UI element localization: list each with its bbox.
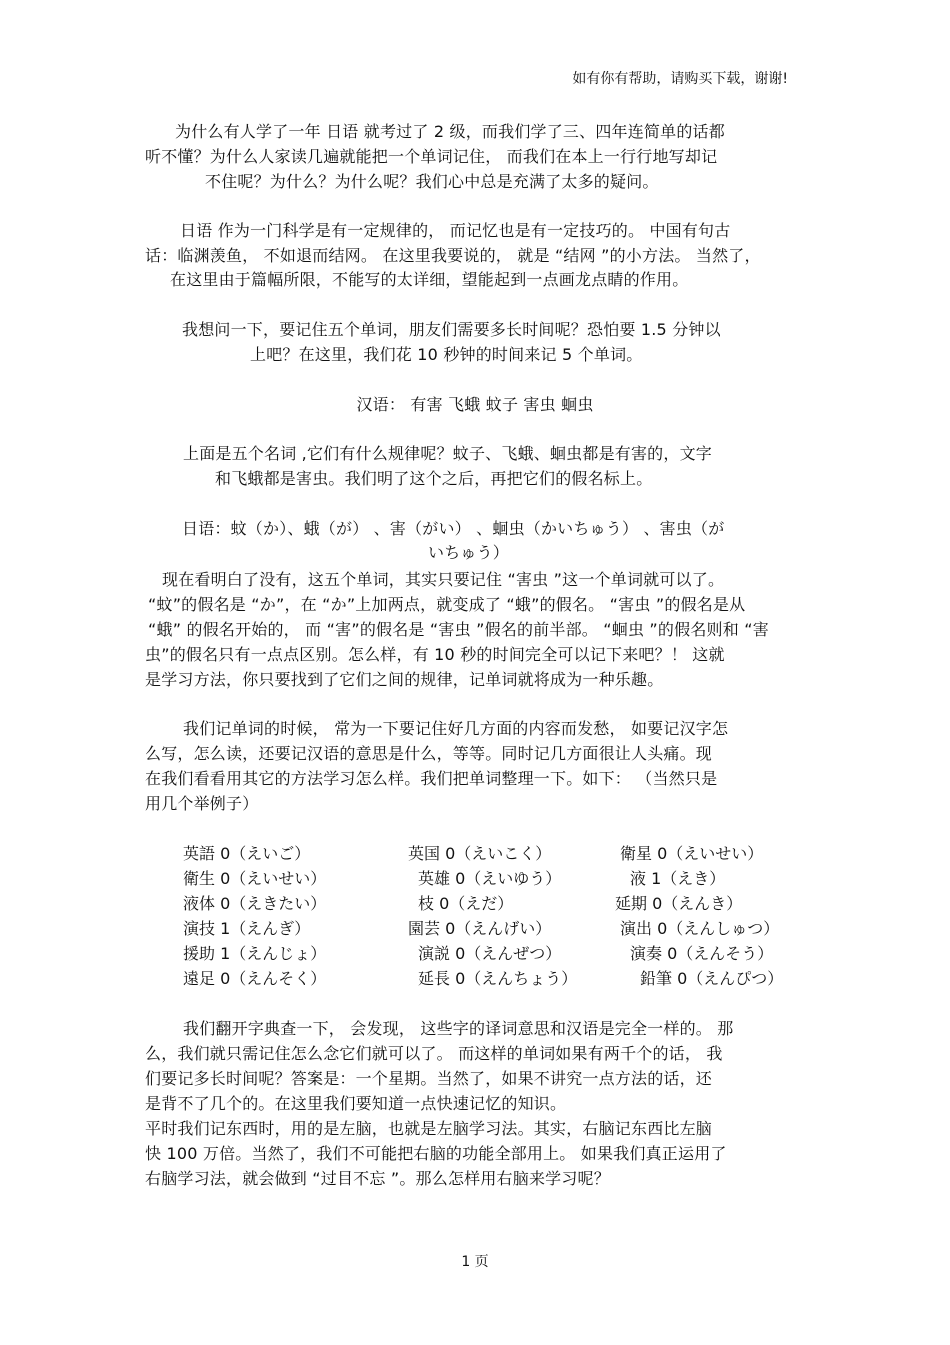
para6-line-4: 用几个举例子） xyxy=(145,794,259,813)
para1-line-2: 听不懂？为什么人家读几遍就能把一个单词记住， 而我们在本上一行行地写却记 xyxy=(145,147,718,166)
word-table-cell: 演奏 0（えんそう） xyxy=(630,944,774,963)
para5-line-1: 现在看明白了没有，这五个单词，其实只要记住 “害虫 ”这一个单词就可以了。 xyxy=(162,570,725,589)
para2-line-3: 在这里由于篇幅所限，不能写的太详细，望能起到一点画龙点睛的作用。 xyxy=(170,270,689,289)
header-note: 如有你有帮助，请购买下载，谢谢! xyxy=(572,71,788,87)
word-table-cell: 液 1（えき） xyxy=(630,869,726,888)
word-table-cell: 園芸 0（えんげい） xyxy=(408,919,552,938)
chinese-words-line: 汉语： 有害 飞蛾 蚊子 害虫 蛔虫 xyxy=(356,395,594,414)
word-table-cell: 英雄 0（えいゆう） xyxy=(418,869,562,888)
page-number: 1 页 xyxy=(461,1254,489,1270)
para7-line-3: 们要记多长时间呢？答案是：一个星期。当然了，如果不讲究一点方法的话，还 xyxy=(145,1069,713,1088)
para4-line-1: 上面是五个名词 ,它们有什么规律呢？蚊子、飞蛾、蛔虫都是有害的，文字 xyxy=(183,444,712,463)
para5-line-5: 是学习方法，你只要找到了它们之间的规律，记单词就将成为一种乐趣。 xyxy=(145,670,664,689)
para4-line-2: 和飞蛾都是害虫。我们明了这个之后，再把它们的假名标上。 xyxy=(215,469,653,488)
para2-line-1: 日语 作为一门科学是有一定规律的， 而记忆也是有一定技巧的。 中国有句古 xyxy=(180,221,731,240)
word-table-cell: 枝 0（えだ） xyxy=(418,894,514,913)
japanese-line-2: いちゅう） xyxy=(428,543,510,562)
word-table-cell: 衛星 0（えいせい） xyxy=(620,844,764,863)
para2-line-2: 话：临渊羡鱼， 不如退而结网。 在这里我要说的， 就是 “结网 ”的小方法。 当然了， xyxy=(145,246,761,265)
para7-line-2: 么，我们就只需记住怎么念它们就可以了。 而这样的单词如果有两千个的话， 我 xyxy=(145,1044,723,1063)
word-table-cell: 延長 0（えんちょう） xyxy=(418,969,578,988)
word-table-cell: 演説 0（えんぜつ） xyxy=(418,944,562,963)
para5-line-3: “蛾” 的假名开始的， 而 “害”的假名是 “害虫 ”假名的前半部。 “蛔虫 ”的假名则和 “害 xyxy=(148,620,769,639)
word-table-cell: 液体 0（えきたい） xyxy=(183,894,327,913)
para7-line-1: 我们翻开字典查一下， 会发现， 这些字的译词意思和汉语是完全一样的。 那 xyxy=(183,1019,734,1038)
para6-line-3: 在我们看看用其它的方法学习怎么样。我们把单词整理一下。如下： （当然只是 xyxy=(145,769,718,788)
para1-line-1: 为什么有人学了一年 日语 就考过了 2 级，而我们学了三、四年连简单的话都 xyxy=(175,122,725,141)
word-table-cell: 英国 0（えいこく） xyxy=(408,844,552,863)
para7-line-6: 快 100 万倍。当然了，我们不可能把右脑的功能全部用上。 如果我们真正运用了 xyxy=(145,1144,727,1163)
word-table-cell: 遠足 0（えんそく） xyxy=(183,969,327,988)
para6-line-1: 我们记单词的时候， 常为一下要记住好几方面的内容而发愁， 如要记汉字怎 xyxy=(183,719,729,738)
word-table-cell: 衛生 0（えいせい） xyxy=(183,869,327,888)
word-table-cell: 援助 1（えんじょ） xyxy=(183,944,327,963)
para3-line-1: 我想问一下，要记住五个单词，朋友们需要多长时间呢？恐怕要 1.5 分钟以 xyxy=(182,320,721,339)
word-table-cell: 演出 0（えんしゅつ） xyxy=(620,919,780,938)
para7-line-4: 是背不了几个的。在这里我们要知道一点快速记忆的知识。 xyxy=(145,1094,567,1113)
word-table-cell: 鉛筆 0（えんぴつ） xyxy=(640,969,784,988)
word-table-cell: 延期 0（えんき） xyxy=(615,894,743,913)
para7-line-5: 平时我们记东西时，用的是左脑，也就是左脑学习法。其实，右脑记东西比左脑 xyxy=(145,1119,713,1138)
word-table-cell: 演技 1（えんぎ） xyxy=(183,919,311,938)
para3-line-2: 上吧？在这里，我们花 10 秒钟的时间来记 5 个单词。 xyxy=(250,345,643,364)
para7-line-7: 右脑学习法，就会做到 “过目不忘 ”。那么怎样用右脑来学习呢？ xyxy=(145,1169,610,1188)
japanese-line-1: 日语：蚊（か）、蛾（が） 、害（がい） 、蛔虫（かいちゅう） 、害虫（が xyxy=(182,519,725,538)
para6-line-2: 么写，怎么读，还要记汉语的意思是什么，等等。同时记几方面很让人头痛。现 xyxy=(145,744,713,763)
para5-line-4: 虫”的假名只有一点点区别。怎么样，有 10 秒的时间完全可以记下来吧？！ 这就 xyxy=(145,645,725,664)
word-table-cell: 英語 0（えいご） xyxy=(183,844,311,863)
para5-line-2: “蚊”的假名是 “か”，在 “か”上加两点，就变成了 “蛾”的假名。 “害虫 ”的假名是从 xyxy=(148,595,746,614)
para1-line-3: 不住呢？为什么？为什么呢？我们心中总是充满了太多的疑问。 xyxy=(205,172,659,191)
